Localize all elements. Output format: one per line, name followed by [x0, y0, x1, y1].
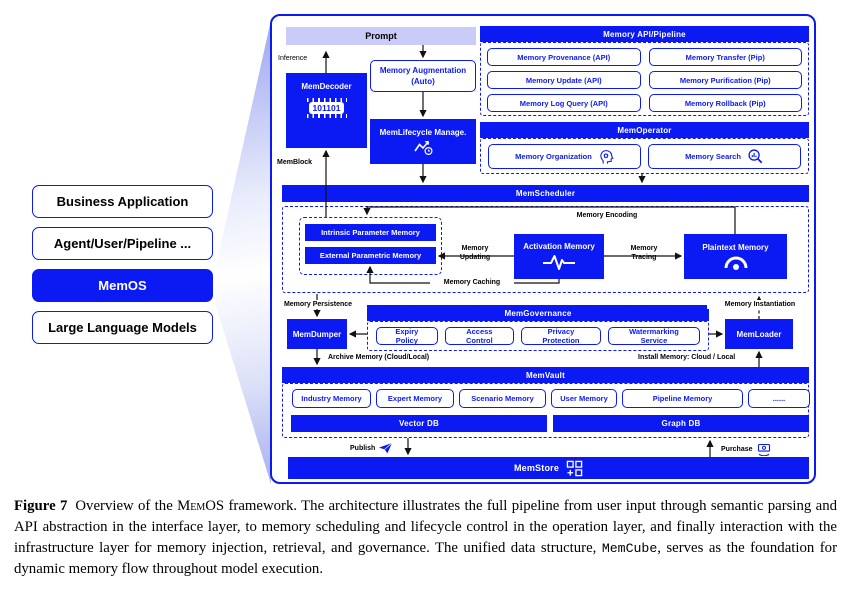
lifecycle-chart-clock-icon [412, 139, 434, 156]
memory-tracing-line1: Memory [630, 245, 658, 252]
memos-panel [270, 14, 816, 484]
memlifecycle-title: MemLifecycle Manage. [379, 127, 467, 137]
pipeline-item: Memory Rollback (Pip) [649, 94, 803, 112]
memory-augmentation-box [370, 60, 476, 92]
memgovernance-container [367, 321, 709, 351]
purchase-label [721, 443, 771, 456]
api-pipeline-header: Memory API/Pipeline [480, 26, 809, 42]
expert-memory-box: Expert Memory [376, 389, 454, 408]
caption-memos: MemOS [177, 498, 225, 514]
pipeline-item: Memory Transfer (Pip) [649, 48, 803, 66]
memoperator-container [480, 138, 809, 174]
figure-caption [14, 496, 837, 581]
stack-item-llms: Large Language Models [32, 311, 213, 344]
zoom-beam [215, 20, 271, 484]
memoperator-header: MemOperator [480, 122, 809, 138]
vector-db-bar: Vector DB [291, 415, 547, 432]
publish-text: Publish [350, 445, 376, 452]
pipeline-memory-box: Pipeline Memory [622, 389, 743, 408]
memory-persistence-label: Memory Persistence [278, 300, 358, 309]
api-item: Memory Log Query (API) [487, 94, 641, 112]
memory-augmentation-line1: Memory Augmentation [379, 66, 467, 75]
plaintext-memory-box [684, 234, 787, 279]
memory-encoding-label: Memory Encoding [576, 212, 638, 219]
purchase-text: Purchase [721, 446, 753, 453]
paper-plane-icon [379, 443, 392, 454]
memory-updating-line2: Updating [459, 254, 491, 261]
chip-icon [307, 98, 347, 118]
memory-updating-label [449, 244, 501, 262]
stack-item-memos: MemOS [32, 269, 213, 302]
activation-memory-box [514, 234, 604, 279]
memory-search-label: Memory Search [685, 152, 741, 161]
figure-number: Figure 7 [14, 498, 68, 514]
memory-updating-line1: Memory [461, 245, 489, 252]
memory-organization-box [488, 144, 641, 169]
memory-tracing-label [618, 244, 670, 262]
memloader-box: MemLoader [725, 319, 793, 349]
access-control-box: Access Control [445, 327, 514, 345]
memgovernance-header: MemGovernance [367, 305, 709, 321]
publish-label [350, 443, 392, 454]
memory-search-box [648, 144, 801, 169]
memory-instantiation-label: Memory Instantiation [707, 300, 813, 309]
plaintext-memory-label: Plaintext Memory [702, 243, 769, 252]
memvault-header: MemVault [282, 367, 809, 383]
prompt-bar: Prompt [286, 27, 476, 45]
caption-part2: framework. The architecture illustrates the full pipeline from user input through semantic parsing and API abstraction in the interface layer, to memory scheduling and lifecycle control in the operation layer, and finally interaction with the infrastructure layer for memory injection, retrieval, and governance. The unified data structure, [14, 498, 837, 557]
expiry-policy-box: Expiry Policy [376, 327, 438, 345]
watermarking-service-box: Watermarking Service [608, 327, 700, 345]
install-memory-label: Install Memory: Cloud / Local [638, 354, 736, 361]
memory-augmentation-line2: (Auto) [411, 77, 435, 86]
search-chart-icon [747, 148, 764, 165]
stack-item-agent-user-pipeline: Agent/User/Pipeline ... [32, 227, 213, 260]
caption-memcube: MemCube [601, 541, 658, 557]
memlifecycle-box [370, 119, 476, 164]
memory-caching-label: Memory Caching [430, 278, 514, 287]
chip-text: 101101 [309, 102, 345, 114]
more-memory-box: ...... [748, 389, 810, 408]
memblock-label: MemBlock [277, 159, 313, 166]
caption-part3: , serves as the foundation for dynamic memory flow throughout model execution. [14, 540, 837, 578]
inference-label: Inference [278, 55, 308, 62]
stack-item-business-application: Business Application [32, 185, 213, 218]
intrinsic-parameter-memory-box: Intrinsic Parameter Memory [305, 224, 436, 241]
api-item: Memory Provenance (API) [487, 48, 641, 66]
activation-memory-label: Activation Memory [523, 242, 595, 251]
apps-plus-grid-icon [566, 460, 583, 477]
archive-memory-label: Archive Memory (Cloud/Local) [328, 354, 430, 361]
hand-money-icon [757, 443, 771, 456]
pulse-waveform-icon [541, 253, 577, 271]
memory-organization-label: Memory Organization [515, 152, 592, 161]
external-parametric-memory-box: External Parametric Memory [305, 247, 436, 264]
privacy-protection-box: Privacy Protection [521, 327, 601, 345]
memstore-label: MemStore [513, 463, 560, 473]
api-pipeline-container [480, 42, 809, 116]
memstore-bar [288, 457, 809, 479]
head-gear-icon [598, 149, 614, 165]
caption-part1: Overview of the [75, 498, 178, 514]
dome-eye-icon [722, 254, 750, 270]
memdecoder-box [286, 73, 367, 148]
user-memory-box: User Memory [551, 389, 617, 408]
memdecoder-title: MemDecoder [301, 82, 352, 91]
memdumper-box: MemDumper [287, 319, 347, 349]
graph-db-bar: Graph DB [553, 415, 809, 432]
scenario-memory-box: Scenario Memory [459, 389, 546, 408]
api-item: Memory Update (API) [487, 71, 641, 89]
memory-tracing-line2: Tracing [631, 254, 657, 261]
industry-memory-box: Industry Memory [292, 389, 371, 408]
pipeline-item: Memory Purification (Pip) [649, 71, 803, 89]
memscheduler-header: MemScheduler [282, 185, 809, 202]
